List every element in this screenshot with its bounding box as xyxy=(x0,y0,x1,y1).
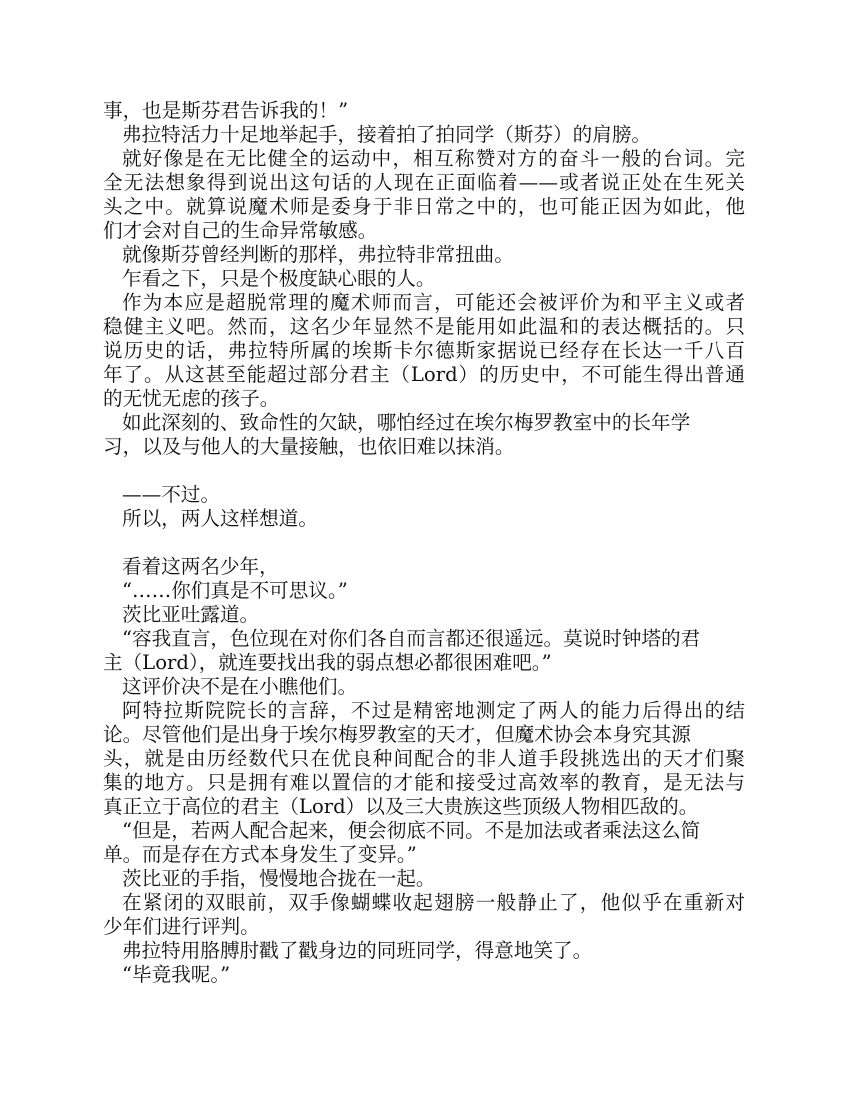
blank-line xyxy=(103,531,745,555)
text-line: 如此深刻的、致命性的欠缺，哪怕经过在埃尔梅罗教室中的长年学 xyxy=(122,411,691,434)
text-line: 头之中。就算说魔术师是委身于非日常之中的，也可能正因为如此，他 xyxy=(103,195,745,218)
text-line: 事，也是斯芬君告诉我的！” xyxy=(103,99,349,122)
text-line: 看着这两名少年， xyxy=(122,555,279,578)
text-line: 论。尽管他们是出身于埃尔梅罗教室的天才，但魔术协会本身究其源 xyxy=(103,723,691,746)
text-line: “但是，若两人配合起来，便会彻底不同。不是加法或者乘法这么简 xyxy=(122,819,701,842)
text-line: “容我直言，色位现在对你们各自而言都还很遥远。莫说时钟塔的君 xyxy=(122,627,701,650)
text-line: 全无法想象得到说出这句话的人现在正面临着——或者说正处在生死关 xyxy=(103,171,745,194)
text-line: 说历史的话，弗拉特所属的埃斯卡尔德斯家据说已经存在长达一千八百 xyxy=(103,339,745,362)
text-line: 茨比亚的手指，慢慢地合拢在一起。 xyxy=(122,867,436,890)
text-line: 主（Lord），就连要找出我的弱点想必都很困难吧。” xyxy=(103,651,552,674)
text-line: 所以，两人这样想道。 xyxy=(122,507,318,530)
text-line: “……你们真是不可思议。” xyxy=(122,579,348,602)
text-line: “毕竟我呢。” xyxy=(122,963,231,986)
text-line: 的无忧无虑的孩子。 xyxy=(103,387,280,410)
text-line: 在紧闭的双眼前，双手像蝴蝶收起翅膀一般静止了，他似乎在重新对 xyxy=(122,891,745,914)
text-line: 年了。从这甚至能超过部分君主（Lord）的历史中，不可能生得出普通 xyxy=(103,363,745,386)
text-line: 真正立于高位的君主（Lord）以及三大贵族这些顶级人物相匹敌的。 xyxy=(103,795,699,818)
text-line: 少年们进行评判。 xyxy=(103,915,260,938)
text-line: ——不过。 xyxy=(122,483,220,506)
text-line: 乍看之下，只是个极度缺心眼的人。 xyxy=(122,267,436,290)
text-line: 稳健主义吧。然而，这名少年显然不是能用如此温和的表达概括的。只 xyxy=(103,315,745,338)
text-line: 茨比亚吐露道。 xyxy=(122,603,260,626)
text-line: 就好像是在无比健全的运动中，相互称赞对方的奋斗一般的台词。完 xyxy=(122,147,745,170)
text-line: 弗拉特活力十足地举起手，接着拍了拍同学（斯芬）的肩膀。 xyxy=(122,123,652,146)
document-page xyxy=(103,99,745,987)
text-line: 集的地方。只是拥有难以置信的才能和接受过高效率的教育，是无法与 xyxy=(103,771,745,794)
blank-line xyxy=(103,459,745,483)
text-line: 弗拉特用胳膊肘戳了戳身边的同班同学，得意地笑了。 xyxy=(122,939,593,962)
text-line: 这评价决不是在小瞧他们。 xyxy=(122,675,358,698)
text-line: 就像斯芬曾经判断的那样，弗拉特非常扭曲。 xyxy=(122,243,514,266)
text-line: 作为本应是超脱常理的魔术师而言，可能还会被评价为和平主义或者 xyxy=(122,291,745,314)
text-line: 习，以及与他人的大量接触，也依旧难以抹消。 xyxy=(103,435,515,458)
text-line: 单。而是存在方式本身发生了变异。” xyxy=(103,843,417,866)
text-line: 阿特拉斯院院长的言辞，不过是精密地测定了两人的能力后得出的结 xyxy=(122,699,745,722)
text-line: 们才会对自己的生命异常敏感。 xyxy=(103,219,378,242)
text-line: 头，就是由历经数代只在优良种间配合的非人道手段挑选出的天才们聚 xyxy=(103,747,745,770)
